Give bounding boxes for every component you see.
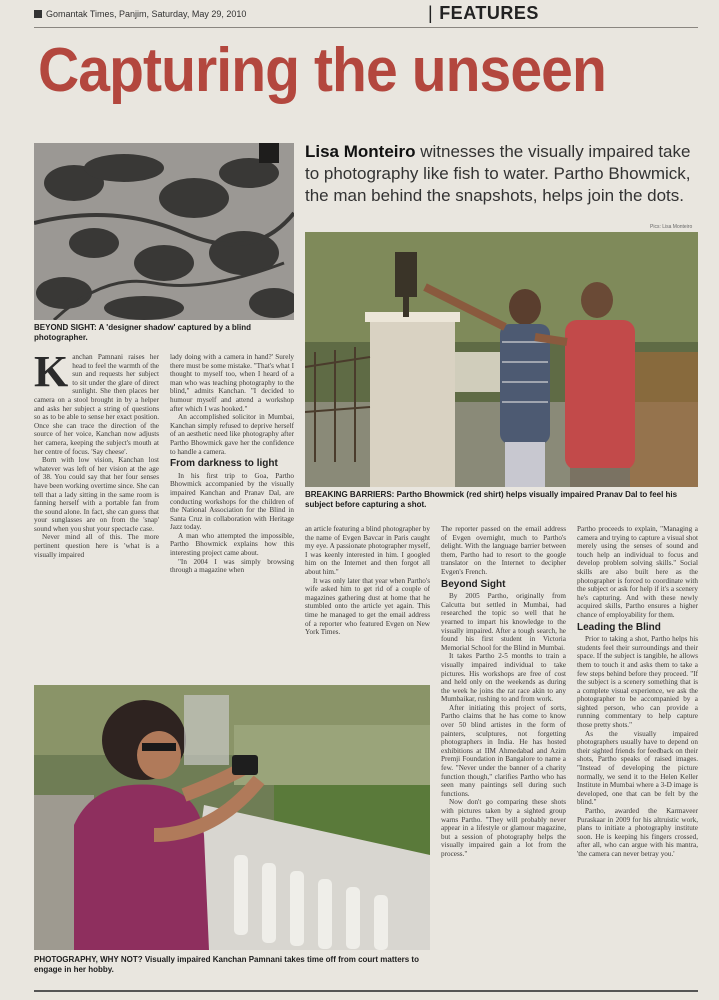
caption-barriers — [305, 490, 698, 510]
col4-paragraph-1: The reporter passed on the email address of Evgen overnight, much to Partho's delight. With the language barrier between them, Partho had to resort to the google translator on the Internet to decipher Evgen's French. — [441, 525, 566, 576]
deck-text: witnesses the visually impaired take to photography like fish to water. Partho Bhowmick, the man behind the snapshots, helps join the dots. — [305, 142, 691, 205]
headline: Capturing the unseen — [38, 36, 606, 105]
col3-paragraph-1: an article featuring a blind photographer by the name of Evgen Bavcar in Paris caught my eye. A passionate photographer myself, I was keenly interested in him. I googled him on the Internet and then forgot all about him." — [305, 525, 430, 576]
article-col-2 — [170, 353, 294, 678]
deck-author: Lisa Monteiro — [305, 142, 416, 161]
caption-barriers-text: Partho Bhowmick (red shirt) helps visually impaired Pranav Dal to feel his subject before capturing a shot. — [305, 490, 678, 509]
caption-shadow-text: A 'designer shadow' captured by a blind photographer. — [34, 323, 252, 342]
col5-paragraph-4: Partho, awarded the Karmaveer Puraskaar in 2009 for his altruistic work, plans to initiate a photography institute soon. He is keeping his fingers crossed, after all, who can argue with his mantra, 'the camera can never betray you.' — [577, 807, 698, 858]
photo-breaking-barriers — [305, 232, 698, 487]
col3-paragraph-2: It was only later that year when Partho's wife asked him to get rid of a couple of magazines gathering dust at home that he stumbled onto the article yet again. This time he managed to get the email address of a reporter who featured Evgen on New York Times. — [305, 576, 430, 637]
subhead-darkness-to-light: From darkness to light — [170, 458, 278, 470]
col2-paragraph-5: "In 2004 I was simply browsing through a magazine when — [170, 557, 294, 575]
article-col-5 — [577, 525, 698, 985]
photo-shadow — [34, 143, 294, 320]
subhead-beyond-sight: Beyond Sight — [441, 578, 506, 590]
col4-paragraph-2: By 2005 Partho, originally from Calcutta but settled in Mumbai, had researched the topic so well that he yearned to impart his knowledge to the visually impaired. After a tough search, he found his first student in Victoria Memorial School for the Blind in Mumbai. — [441, 592, 566, 652]
square-icon — [34, 10, 42, 18]
col2-paragraph-2: An accomplished solicitor in Mumbai, Kanchan simply refused to deprive herself of an aesthetic need like photography after Partho Bhowmick gave her the confidence to handle a camera. — [170, 413, 294, 456]
masthead-paper-text: Gomantak Times, Panjim, Saturday, May 29, 2010 — [46, 9, 247, 19]
barriers-photo-image — [305, 232, 698, 487]
photo-hobby — [34, 685, 430, 950]
col5-paragraph-2: Prior to taking a shot, Partho helps his students feel their surroundings and their space. If the subject is tangible, he allows them to touch it and asks them to take a few steps behind before they proceed. "If the subject is a scenery something that is a complete visual experience, we ask the photographer to be accompanied by a sighted person, who can provide a running commentary to help capture those pretty shots." — [577, 635, 698, 730]
caption-hobby — [34, 955, 430, 975]
shadow-photo-image — [34, 143, 294, 320]
caption-hobby-text: Visually impaired Kanchan Pamnani takes time off from court matters to engage in her hobby. — [34, 955, 419, 974]
page-bottom-rule — [34, 990, 698, 992]
deck — [305, 141, 697, 207]
col1-paragraph-2: Born with low vision, Kanchan lost whatever was left of her vision at the age of 38. You could say that her four senses have been working overtime since. She can tell that a lady sitting in the same room is fanning herself with a portable fan from the sound alone. In fact, she can guess that your sunglasses are on from the 'snap' sound when you shut your spectacle case. — [34, 456, 159, 533]
col2-paragraph-4: A man who attempted the impossible, Partho Bhowmick explains how this interesting project came about. — [170, 531, 294, 558]
section-label: | FEATURES — [428, 3, 539, 24]
col5-paragraph-1: Partho proceeds to explain, "Managing a camera and trying to capture a visual shot merely using the senses of sound and touch help an individual to focus and develop problem solving skills." Social skills are also built here as the photographer is forced to coordinate with the subject or ask for help if it's a scenery he's capturing. And with these newly acquired skills, Partho ensures a higher chance of employability for them. — [577, 525, 698, 619]
masthead-paper — [34, 9, 246, 19]
photo-credit: Pics: Lisa Monteiro — [650, 224, 693, 230]
col4-paragraph-3: It takes Partho 2-5 months to train a visually impaired individual to take pictures. His workshops are free of cost and held only on the weekends as during the week he joins the rat race akin to any Mumbaikar, rushing to and from work. — [441, 652, 566, 704]
col1-paragraph-1: anchan Pamnani raises her head to feel the warmth of the sun and requests her subject to sit under the glare of direct sunlight. She then places her camera on a stool brought in by a helper and asks her subject a string of questions so as to be able to sense her exact position. Once she can trace the direction of the source of her voice, Kanchan now adjusts her camera, keeping the subject's mouth at her centre of focus. 'Say cheese'. — [34, 353, 159, 456]
hobby-photo-image — [34, 685, 430, 950]
subhead-leading-the-blind: Leading the Blind — [577, 621, 661, 633]
col4-paragraph-4: After initiating this project of sorts, Partho claims that he has come to know over 50 blind artistes in the form of painters, sculptures, not forgetting photographers in India. He has hosted exhibitions at IIM Ahmedabad and Azim Premji Foundation in Bangalore to name a few. "Never under the banner of a charity function though," clarifies Partho who has seen many paintings sell during such functions. — [441, 703, 566, 798]
col1-paragraph-3: Never mind all of this. The more pertinent question here is 'what is a visually impaired — [34, 533, 159, 559]
caption-shadow — [34, 323, 294, 343]
caption-shadow-lead: BEYOND SIGHT: — [34, 323, 97, 332]
article-col-1 — [34, 353, 159, 678]
article-col-3 — [305, 525, 430, 675]
col2-paragraph-1: lady doing with a camera in hand?' Surely there must be some mistake. "That's what I thought to myself too, when I heard of a man who was teaching photography to the blind," admits Kanchan. "I decided to humour myself and attend a workshop after which I was hooked." — [170, 353, 294, 413]
col5-paragraph-3: As the visually impaired photographers usually have to depend on their sighted friends for feedback on their shots, Partho speaks of raised images. "Instead of developing the picture normally, we send it to the Helen Keller Institute in Mumbai where a 3-D image is developed, one that can be felt by the blind." — [577, 729, 698, 807]
col4-paragraph-5: Now don't go comparing these shots with pictures taken by a sighted group warns Partho. "They will probably never appear in a lifestyle or glamour magazine, but a session of photography helps the visually impaired gain a lot from the process." — [441, 798, 566, 858]
dropcap: K — [34, 353, 69, 396]
masthead-rule — [34, 27, 698, 28]
caption-barriers-lead: BREAKING BARRIERS: — [305, 490, 395, 499]
caption-hobby-lead: PHOTOGRAPHY, WHY NOT? — [34, 955, 143, 964]
col2-paragraph-3: In his first trip to Goa, Partho Bhowmick accompanied by the visually impaired Kanchan and Pranav Dal, are conducting workshops for the children of the National Association for the Blind in Santa Cruz in collaboration with Heritage Jazz today. — [170, 471, 294, 532]
article-col-4 — [441, 525, 566, 980]
